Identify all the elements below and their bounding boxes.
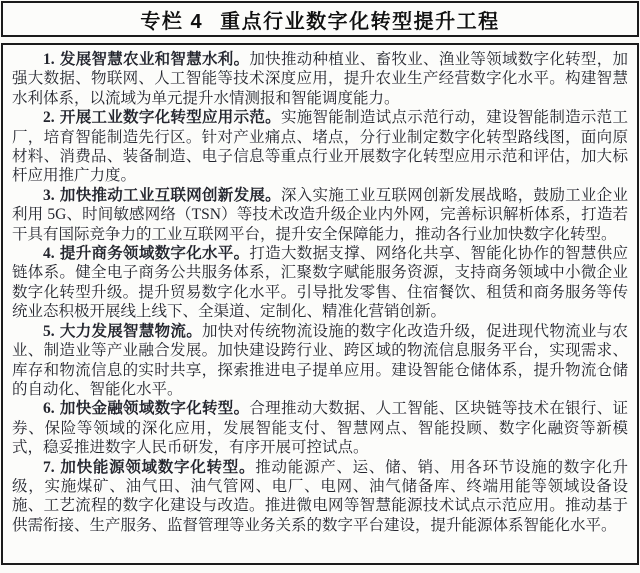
panel-title: 重点行业数字化转型提升工程 bbox=[220, 10, 500, 33]
paragraph-lead: 发展智慧农业和智慧水利。 bbox=[59, 51, 250, 68]
paragraph-lead: 大力发展智慧物流。 bbox=[59, 322, 202, 340]
paragraph-body: 推动能源产、运、储、销、用各环节设施的数字化升级，实施煤矿、油气田、油气管网、电厂、电网、油气储备库、终端用能等领域设备设施、工艺流程的数字化建设与改造。推进微电网等智慧能源技术试点示范应用。推动基于供需衔接、生产服务、监督管理等业务关系的数字平台建设，提升能源体系智能化水平。 bbox=[12, 458, 628, 534]
paragraph-body: 深入实施工业互联网创新发展战略，鼓励工业企业利用 5G、时间敏感网络（TSN）等技术改造升级企业内外网，完善标识解析体系，打造若干具有国际竞争力的工业互联网平台，提升安全保障能力，推动各行业加快数字化转型。 bbox=[12, 186, 628, 243]
paragraph-body: 打造大数据支撑、网络化共享、智能化协作的智慧供应链体系。健全电子商务公共服务体系，汇聚数字赋能服务资源，支持商务领域中小微企业数字化转型升级。提升贸易数字化水平。引导批发零售、住宿餐饮、租赁和商务服务等传统业态积极开展线上线下、全渠道、定制化、精准化营销创新。 bbox=[12, 245, 628, 321]
paragraph-lead: 加快推动工业互联网创新发展。 bbox=[59, 186, 281, 204]
paragraph-lead: 加快能源领域数字化转型。 bbox=[59, 458, 256, 476]
paragraph-body: 加快对传统物流设施的数字化改造升级，促进现代物流业与农业、制造业等产业融合发展。加快建设跨行业、跨区域的物流信息服务平台，实现需求、库存和物流信息的实时共享，探索推进电子提单应用。建设智能仓储体系，提升物流仓储的自动化、智能化水平。 bbox=[12, 322, 628, 398]
body-box bbox=[1, 43, 639, 565]
paragraph-lead: 开展工业数字化转型应用示范。 bbox=[59, 109, 281, 127]
paragraph bbox=[12, 399, 628, 457]
paragraph-number: 3. bbox=[43, 186, 55, 204]
paragraph bbox=[12, 50, 628, 108]
paragraph-lead: 提升商务领域数字化水平。 bbox=[59, 245, 250, 263]
paragraph-number: 7. bbox=[43, 458, 55, 476]
title-box bbox=[1, 1, 639, 37]
paragraph bbox=[12, 186, 628, 244]
paragraph-number: 6. bbox=[43, 400, 55, 418]
paragraph bbox=[12, 244, 628, 322]
paragraph-number: 2. bbox=[43, 109, 55, 127]
paragraph bbox=[12, 458, 628, 536]
paragraph-body: 实施智能制造试点示范行动，建设智能制造示范工厂，培育智能制造先行区。针对产业痛点、堵点，分行业制定数字化转型路线图，面向原材料、消费品、装备制造、电子信息等重点行业开展数字化转型应用示范和评估，加大标杆应用推广力度。 bbox=[12, 109, 628, 185]
paragraph bbox=[12, 108, 628, 186]
paragraph-body: 加快推动种植业、畜牧业、渔业等领域数字化转型，加强大数据、物联网、人工智能等技术深度应用，提升农业生产经营数字化水平。构建智慧水利体系，以流域为单元提升水情测报和智能调度能力。 bbox=[12, 51, 628, 107]
paragraph-lead: 加快金融领域数字化转型。 bbox=[59, 400, 250, 418]
paragraph-number: 4. bbox=[43, 245, 55, 263]
paragraph-number: 5. bbox=[43, 322, 55, 340]
paragraph bbox=[12, 322, 628, 400]
paragraph-number: 1. bbox=[43, 51, 55, 68]
panel-title-label: 专栏 4 bbox=[140, 10, 204, 33]
paragraph-body: 合理推动大数据、人工智能、区块链等技术在银行、证券、保险等领域的深化应用，发展智能支付、智慧网点、智能投顾、数字化融资等新模式，稳妥推进数字人民币研发，有序开展可控试点。 bbox=[12, 400, 628, 457]
